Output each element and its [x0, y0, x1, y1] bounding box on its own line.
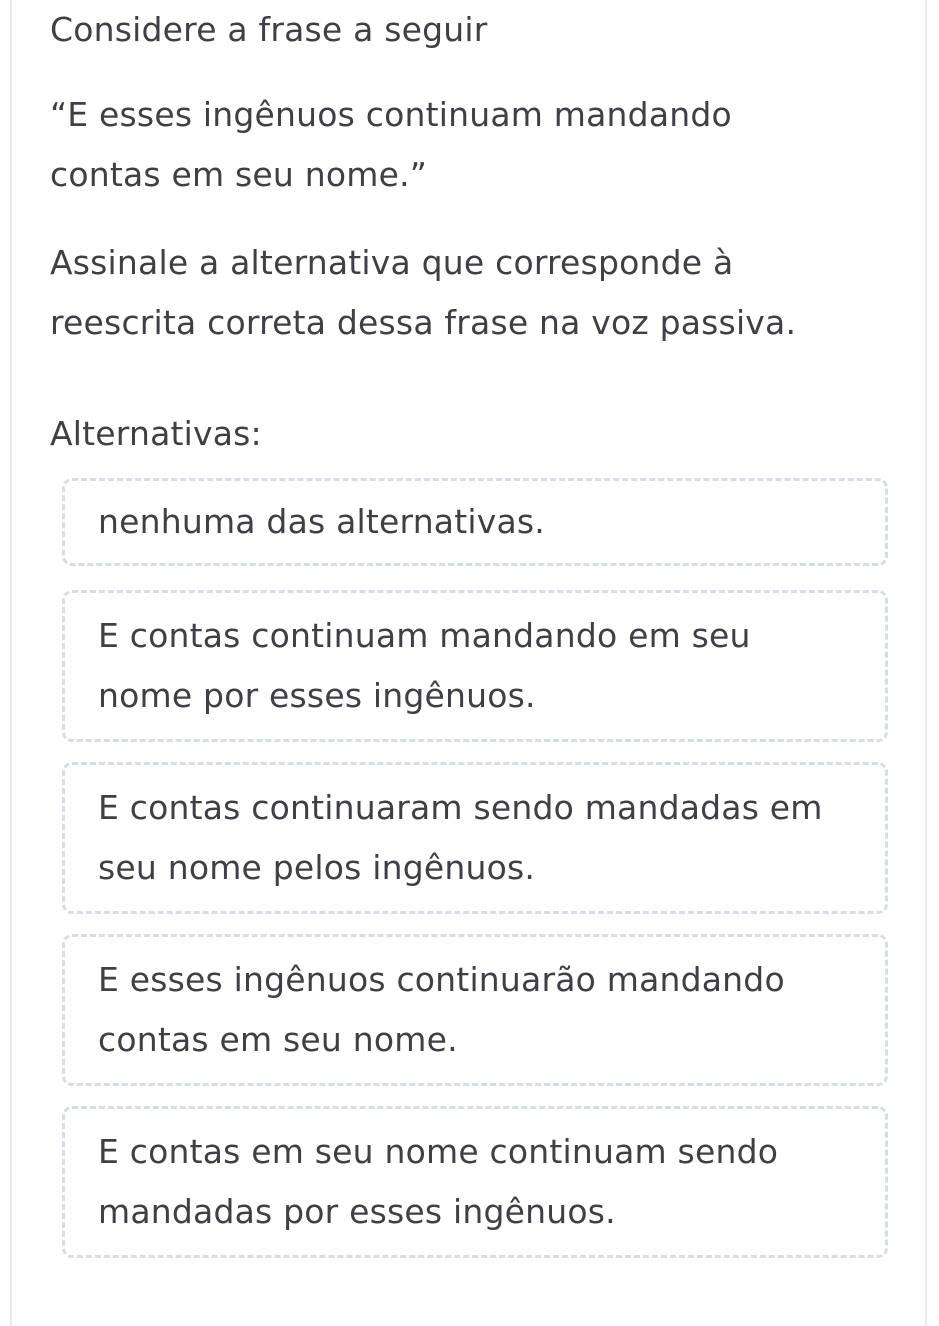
alternative-option[interactable] [62, 762, 888, 914]
alternative-option-text: E contas continuaram sendo mandadas em seu nome pelos ingênuos. [98, 788, 823, 887]
alternative-option-text: E esses ingênuos continuarão mandando contas em seu nome. [98, 960, 785, 1059]
alternative-option[interactable] [62, 934, 888, 1086]
alternative-option-text: E contas em seu nome continuam sendo mandadas por esses ingênuos. [98, 1132, 779, 1231]
alternative-option[interactable] [62, 1106, 888, 1258]
alternative-option-text: nenhuma das alternativas. [98, 502, 545, 541]
alternative-option[interactable] [62, 590, 888, 742]
question-instruction: Assinale a alternativa que corresponde à reescrita correta dessa frase na voz passiva. [50, 243, 797, 342]
alternative-option-text: E contas continuam mandando em seu nome por esses ingênuos. [98, 616, 751, 715]
alternatives-label: Alternativas: [50, 414, 262, 453]
question-quote: “E esses ingênuos continuam mandando contas em seu nome.” [50, 95, 732, 194]
question-heading: Considere a frase a seguir [50, 10, 488, 49]
alternative-option[interactable] [62, 478, 888, 566]
